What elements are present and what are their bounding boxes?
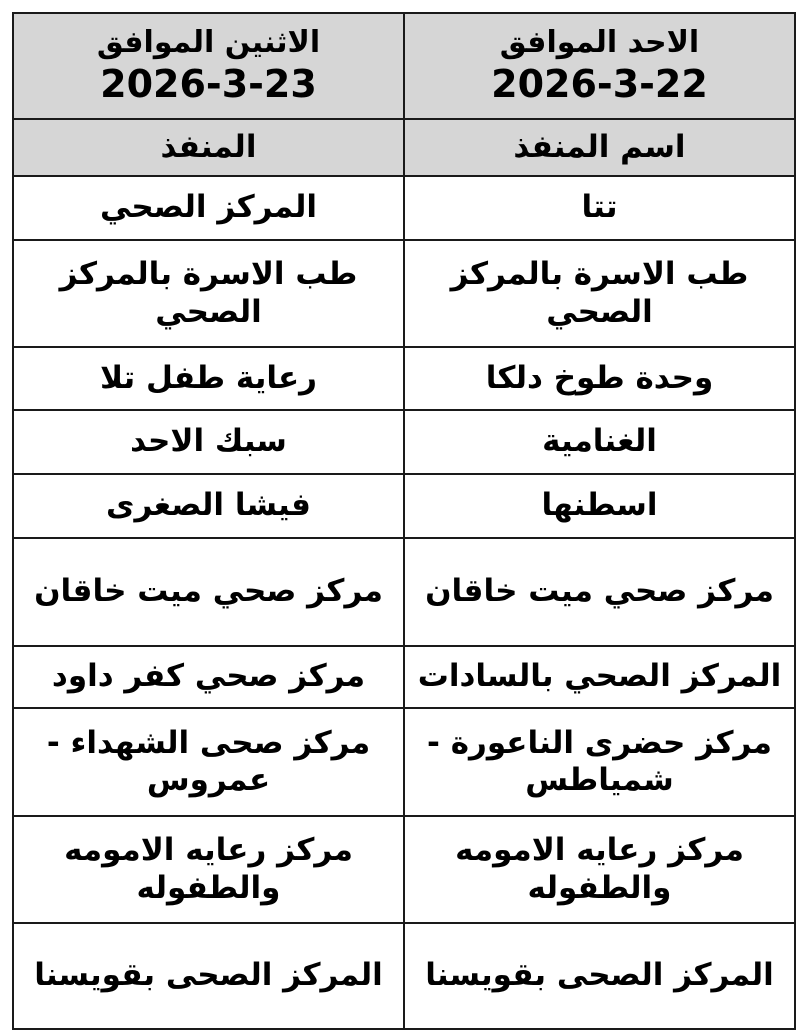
- column-subheader-row: [13, 119, 795, 176]
- table-row: [13, 923, 795, 1029]
- schedule-sheet: [12, 12, 794, 1030]
- sunday-date: 2026-3-22: [491, 61, 708, 106]
- sunday-outlet-cell: تتا: [404, 176, 795, 240]
- sunday-day-label: الاحد الموافق: [499, 25, 700, 61]
- monday-day-label: الاثنين الموافق: [96, 25, 321, 61]
- monday-outlet-cell: رعاية طفل تلا: [13, 347, 404, 409]
- monday-outlet-cell: سبك الاحد: [13, 410, 404, 474]
- sunday-outlet-cell: المركز الصحى بقويسنا: [404, 923, 795, 1029]
- sunday-outlet-cell: مركز صحي ميت خاقان: [404, 538, 795, 646]
- monday-outlet-cell: المركز الصحي: [13, 176, 404, 240]
- table-row: [13, 176, 795, 240]
- monday-outlet-cell: مركز رعايه الامومه والطفوله: [13, 816, 404, 922]
- sunday-subheader: اسم المنفذ: [404, 119, 795, 176]
- date-header-row: [13, 13, 795, 119]
- table-row: [13, 347, 795, 409]
- monday-header-cell: [13, 13, 404, 119]
- table-row: [13, 240, 795, 347]
- monday-outlet-cell: المركز الصحى بقويسنا: [13, 923, 404, 1029]
- sunday-outlet-cell: مركز رعايه الامومه والطفوله: [404, 816, 795, 922]
- table-row: [13, 474, 795, 538]
- monday-date: 2026-3-23: [100, 61, 317, 106]
- sunday-outlet-cell: اسطنها: [404, 474, 795, 538]
- sunday-outlet-cell: طب الاسرة بالمركز الصحي: [404, 240, 795, 347]
- monday-outlet-cell: مركز صحي ميت خاقان: [13, 538, 404, 646]
- monday-outlet-cell: مركز صحى الشهداء - عمروس: [13, 708, 404, 816]
- monday-outlet-cell: فيشا الصغرى: [13, 474, 404, 538]
- sunday-outlet-cell: وحدة طوخ دلكا: [404, 347, 795, 409]
- table-row: [13, 816, 795, 922]
- monday-outlet-cell: مركز صحي كفر داود: [13, 646, 404, 708]
- table-row: [13, 708, 795, 816]
- sunday-outlet-cell: مركز حضرى الناعورة - شمياطس: [404, 708, 795, 816]
- table-row: [13, 410, 795, 474]
- sunday-outlet-cell: المركز الصحي بالسادات: [404, 646, 795, 708]
- sunday-header-cell: [404, 13, 795, 119]
- schedule-table: [12, 12, 796, 1030]
- monday-outlet-cell: طب الاسرة بالمركز الصحي: [13, 240, 404, 347]
- monday-subheader: المنفذ: [13, 119, 404, 176]
- table-row: [13, 646, 795, 708]
- table-row: [13, 538, 795, 646]
- sunday-outlet-cell: الغنامية: [404, 410, 795, 474]
